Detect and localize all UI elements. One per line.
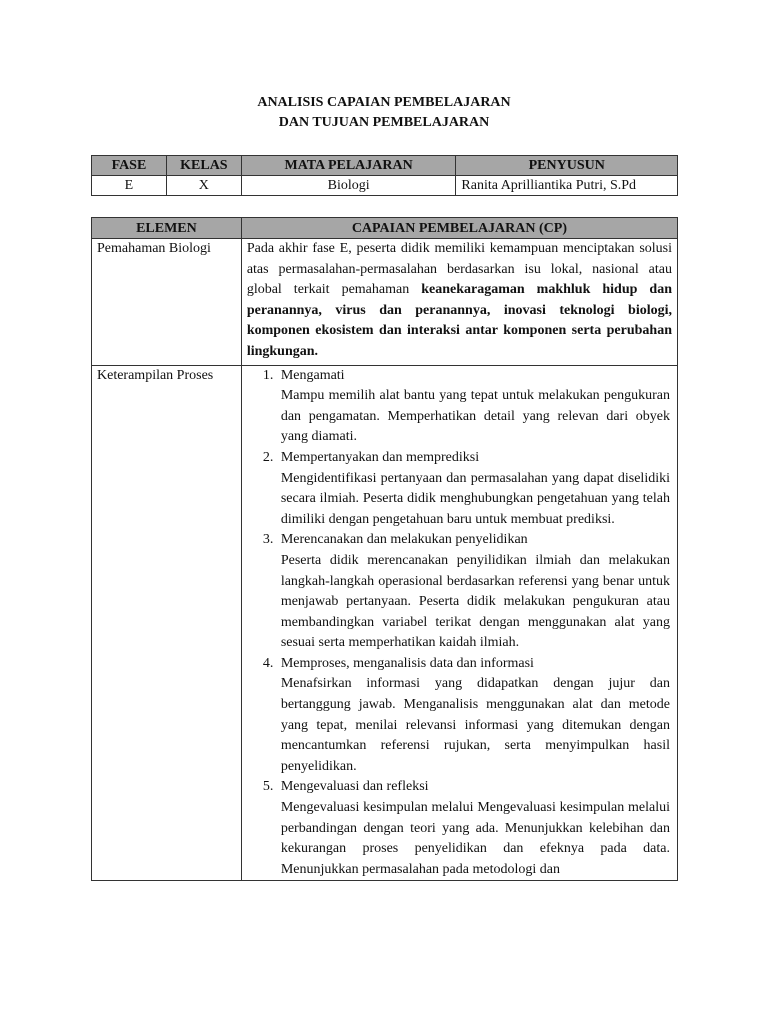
cp-pemahaman-plain: Pada akhir fase E, peserta didik memiliki kemampuan menciptakan solusi atas permasalahan-permasalahan berdasarkan isu lokal, nasional atau global terkait pemahaman: [246, 241, 672, 298]
title-line-1: ANALISIS CAPAIAN PEMBELAJARAN: [257, 95, 511, 110]
header-elemen: ELEMEN: [92, 218, 242, 239]
document-title: [0, 93, 768, 133]
list-item-title: 3. Merencanakan dan melakukan penyelidikan: [280, 532, 528, 548]
meta-data-row: [92, 176, 678, 196]
cell-fase: E: [92, 176, 167, 196]
cp-pemahaman-text: [241, 239, 677, 366]
list-item: [277, 530, 670, 654]
list-item-title: 2. Mempertanyakan dan memprediksi: [280, 449, 480, 465]
list-item: [277, 654, 670, 778]
elemen-pemahaman-biologi: Pemahaman Biologi: [92, 239, 242, 366]
list-item-desc: Mengevaluasi kesimpulan melalui Mengevaluasi kesimpulan melalui perbandingan dengan teori yang ada. Menunjukkan kelebihan dan kekurangan proses penyelidikan dan efeknya pada data. Menunjukkan permasalahan pada metodologi dan: [280, 800, 670, 877]
cell-penyusun: Ranita Aprilliantika Putri, S.Pd: [456, 176, 678, 196]
title-line-2: DAN TUJUAN PEMBELAJARAN: [278, 115, 490, 130]
cp-pemahaman-bold: keanekaragaman makhluk hidup dan peranannya, virus dan peranannya, inovasi teknologi biologi, komponen ekosistem dan interaksi antar komponen serta perubahan lingkungan.: [246, 282, 672, 359]
cell-kelas: X: [166, 176, 241, 196]
list-item-title: 5. Mengevaluasi dan refleksi: [280, 779, 429, 795]
list-item-title: 4. Memproses, menganalisis data dan informasi: [280, 655, 534, 671]
meta-table: [91, 155, 678, 196]
header-penyusun: PENYUSUN: [456, 156, 678, 176]
list-item-desc: Peserta didik merencanakan penyilidikan ilmiah dan melakukan langkah-langkah operasional berdasarkan referensi yang benar untuk menjawab pertanyaan. Peserta didik melakukan pengukuran atau membandingkan variabel terikat dengan menggunakan alat yang sesuai serta memperhatikan kaidah ilmiah.: [280, 552, 670, 651]
cp-header-row: [92, 218, 678, 239]
list-item: [277, 777, 670, 880]
list-item-desc: Menafsirkan informasi yang didapatkan dengan jujur dan bertanggung jawab. Menganalisis menggunakan alat dan metode yang tepat, menilai relevansi informasi yang ditemukan dengan mencantumkan referensi rujukan, serta menyimpulkan hasil penyelidikan.: [280, 676, 670, 774]
cp-row-keterampilan: [92, 365, 678, 881]
list-item-desc: Mengidentifikasi pertanyaan dan permasalahan yang dapat diselidiki secara ilmiah. Peserta didik menghubungkan pengetahuan yang telah dimiliki dengan pengetahuan baru untuk membuat prediksi.: [280, 470, 670, 527]
list-item-title: 1. Mengamati: [280, 367, 345, 383]
cell-mata-pelajaran: Biologi: [241, 176, 456, 196]
elemen-keterampilan-proses: Keterampilan Proses: [92, 365, 242, 881]
cp-keterampilan-content: [241, 365, 677, 881]
cp-row-pemahaman: [92, 239, 678, 366]
meta-header-row: [92, 156, 678, 176]
header-kelas: KELAS: [166, 156, 241, 176]
list-item-desc: Mampu memilih alat bantu yang tepat untuk melakukan pengukuran dan pengamatan. Memperhatikan detail yang relevan dari obyek yang diamati.: [280, 388, 670, 445]
cp-table: [91, 217, 678, 881]
header-fase: FASE: [92, 156, 167, 176]
list-item: [277, 366, 670, 448]
list-item: [277, 448, 670, 530]
header-mata-pelajaran: MATA PELAJARAN: [241, 156, 456, 176]
keterampilan-list: [247, 366, 670, 881]
header-capaian-pembelajaran: CAPAIAN PEMBELAJARAN (CP): [241, 218, 677, 239]
